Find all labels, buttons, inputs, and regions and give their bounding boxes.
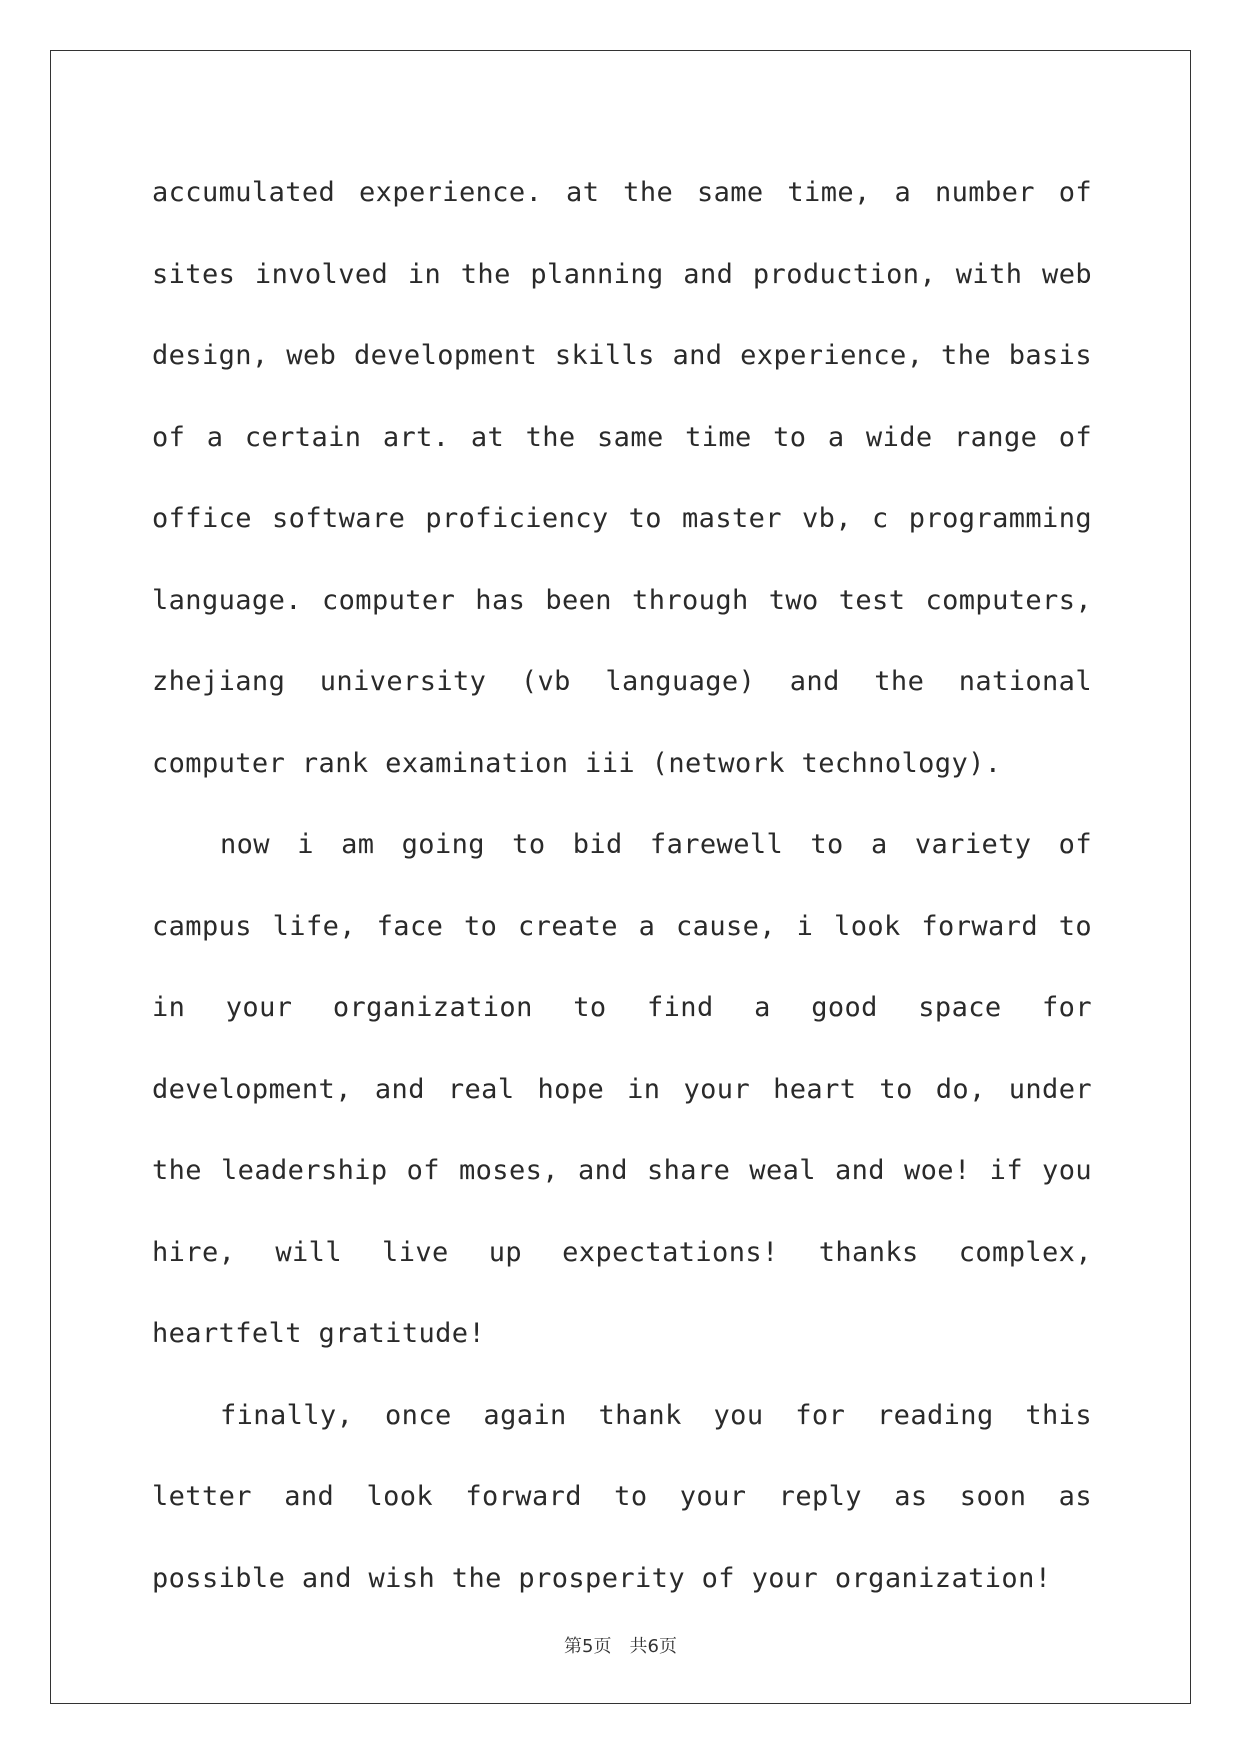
page-footer [0, 1632, 1241, 1658]
paragraph-1: accumulated experience. at the same time, a number of sites involved in the planning and production, with web design, web development skills and experience, the basis of a certain art. at the same time to a wide range of office software proficiency to master vb, c programming language. computer has been through two test computers, zhejiang university (vb language) and the national computer rank examination iii (network technology). [152, 177, 1092, 779]
paragraph-2: now i am going to bid farewell to a variety of campus life, face to create a cause, i look forward to in your organization to find a good space for development, and real hope in your heart to do, under the leadership of moses, and share weal and woe! if you hire, will live up expectations! thanks complex, heartfelt gratitude! [152, 829, 1092, 1349]
paragraph-3: finally, once again thank you for reading this letter and look forward to your reply as soon as possible and wish the prosperity of your organization! [152, 1399, 1092, 1594]
page-number: 第5页 共6页 [564, 1636, 677, 1657]
letter-body [152, 152, 1092, 1619]
